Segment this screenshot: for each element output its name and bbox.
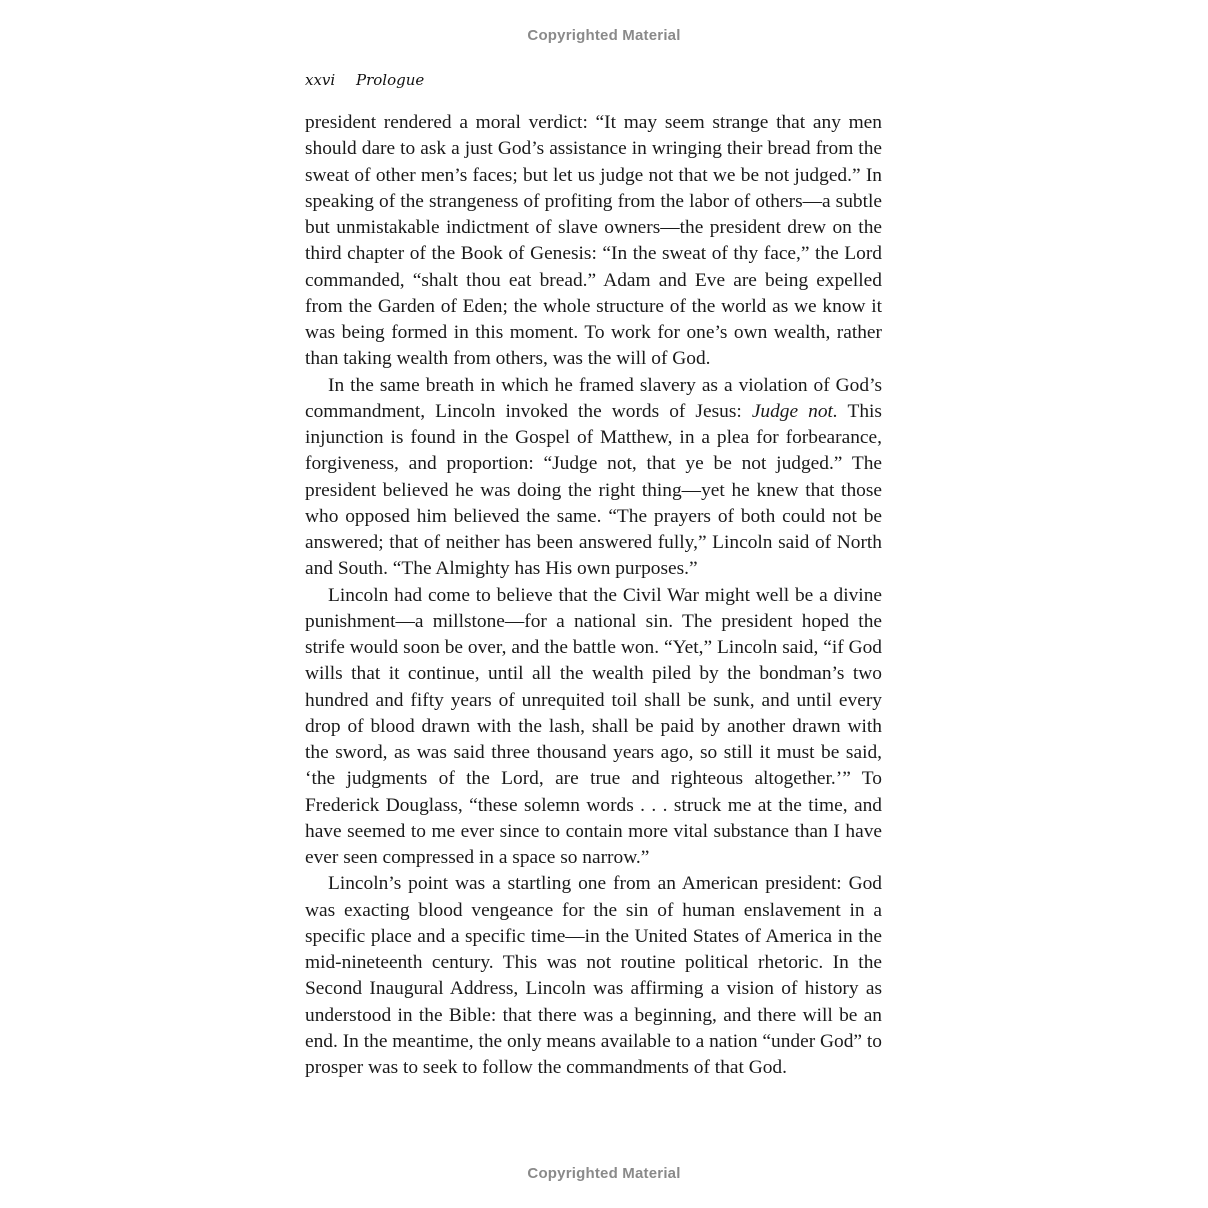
body-text (305, 110, 882, 1081)
paragraph-2-lead: In the same breath in which he framed slavery as a violation of God’s commandment, Lincoln invoked the words of Jesus: (305, 374, 882, 422)
paragraph-2 (305, 373, 882, 583)
page-number: xxvi (305, 71, 336, 89)
paragraph-2-emphasis: Judge not. (751, 400, 838, 422)
paragraph-1: president rendered a moral verdict: “It may seem strange that any men should dare to ask a just God’s assistance in wringing their bread from the sweat of other men’s faces; but let us judge not that we be not judged.” In speaking of the strangeness of profiting from the labor of others—a subtle but unmistakable indictment of slave owners—the president drew on the third chapter of the Book of Genesis: “In the sweat of thy face,” the Lord commanded, “shalt thou eat bread.” Adam and Eve are being expelled from the Garden of Eden; the whole structure of the world as we know it was being formed in this moment. To work for one’s own wealth, rather than taking wealth from others, was the will of God. (305, 112, 882, 370)
paragraph-2-rest: This injunction is found in the Gospel of Matthew, in a plea for forbearance, forgiveness, and proportion: “Judge not, that ye be not judged.” The president believed he was doing the right thing—yet he knew that those who opposed him believed the same. “The prayers of both could not be answered; that of neither has been answered fully,” Lincoln said of North and South. “The Almighty has His own purposes.” (305, 400, 882, 580)
section-title: Prologue (355, 71, 425, 89)
copyright-watermark-bottom: Copyrighted Material (527, 1165, 681, 1182)
paragraph-3: Lincoln had come to believe that the Civil War might well be a divine punishment—a millstone—for a national sin. The president hoped the strife would soon be over, and the battle won. “Yet,” Lincoln said, “if God wills that it continue, until all the wealth piled by the bondman’s two hundred and fifty years of unrequited toil shall be sunk, and until every drop of blood drawn with the lash, shall be paid by another drawn with the sword, as was said three thousand years ago, so still it must be said, ‘the judgments of the Lord, are true and righteous altogether.’” To Frederick Douglass, “these solemn words . . . struck me at the time, and have seemed to me ever since to contain more vital substance than I have ever seen compressed in a space so narrow.” (305, 584, 882, 868)
running-head (305, 71, 424, 89)
copyright-watermark-top: Copyrighted Material (527, 27, 681, 44)
paragraph-4: Lincoln’s point was a startling one from an American president: God was exacting blood vengeance for the sin of human enslavement in a specific place and a specific time—in the United States of America in the mid-nineteenth century. This was not routine political rhetoric. In the Second Inaugural Address, Lincoln was affirming a vision of history as understood in the Bible: that there was a beginning, and there will be an end. In the meantime, the only means available to a nation “under God” to prosper was to seek to follow the commandments of that God. (305, 873, 882, 1078)
